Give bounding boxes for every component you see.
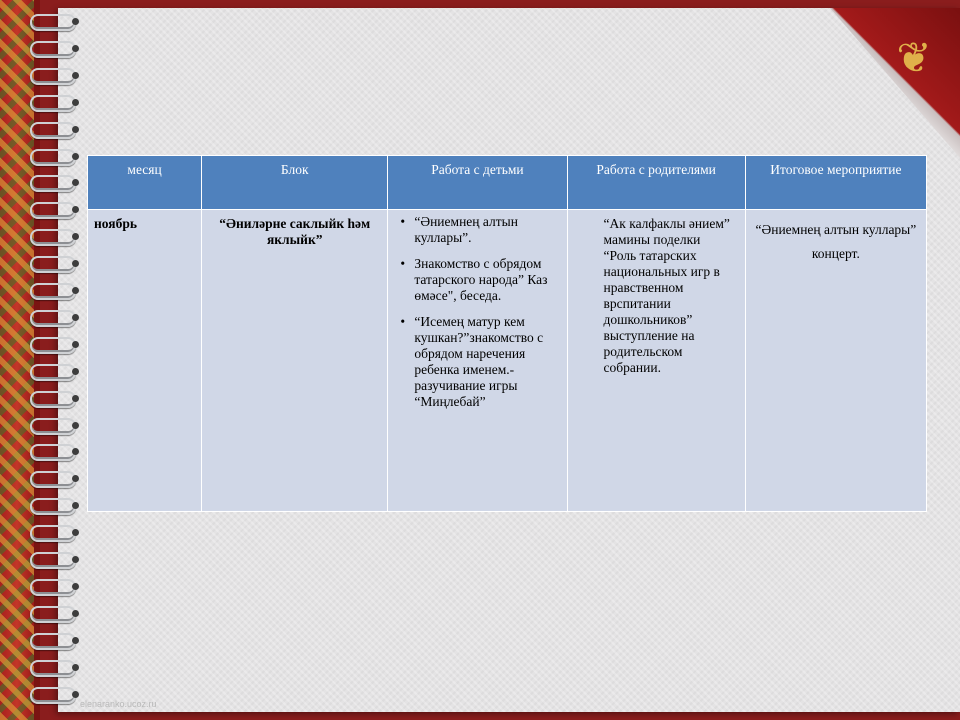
spiral-ring-icon <box>30 256 76 273</box>
table-row <box>88 210 927 512</box>
spiral-ring-icon <box>30 552 76 569</box>
spiral-ring-icon <box>30 606 76 623</box>
plan-table <box>87 155 927 512</box>
spiral-ring-icon <box>30 122 76 139</box>
cell-month <box>88 210 202 512</box>
list-item: • “Әниемнең алтын куллары”. <box>414 214 560 246</box>
parents-item: “Ак калфаклы әнием” мамины поделки <box>603 216 730 247</box>
spiral-ring-icon <box>30 95 76 112</box>
spiral-ring-icon <box>30 471 76 488</box>
spiral-ring-icon <box>30 14 76 31</box>
spiral-ring-icon <box>30 660 76 677</box>
spiral-ring-icon <box>30 229 76 246</box>
spiral-ring-icon <box>30 337 76 354</box>
cell-children-work <box>388 210 567 512</box>
spiral-binding <box>30 14 80 714</box>
cell-parents-work <box>567 210 745 512</box>
footer-credit: elenaranko.ucoz.ru <box>80 699 157 709</box>
spiral-ring-icon <box>30 391 76 408</box>
spiral-ring-icon <box>30 525 76 542</box>
header-month: месяц <box>88 156 202 210</box>
block-value: “Әниләрне саклыйк һәм яклыйк” <box>219 216 371 247</box>
parents-item: “Роль татарских национальных игр в нравственном врспитании дошкольников” выступление на родительском собрании. <box>603 248 720 375</box>
spiral-ring-icon <box>30 283 76 300</box>
header-final-event: Итоговое мероприятие <box>745 156 926 210</box>
spiral-ring-icon <box>30 68 76 85</box>
header-row <box>88 156 927 210</box>
month-value: ноябрь <box>94 216 137 231</box>
spiral-ring-icon <box>30 687 76 704</box>
final-event-value: “Әниемнең алтын куллары” концерт. <box>755 222 917 261</box>
list-item: • “Исемең матур кем кушкан?”знакомство с обрядом наречения ребенка именем.- разучивание игры “Миңлебай” <box>414 314 560 410</box>
spiral-ring-icon <box>30 579 76 596</box>
spiral-ring-icon <box>30 444 76 461</box>
header-block: Блок <box>202 156 388 210</box>
cell-final-event <box>745 210 926 512</box>
spiral-ring-icon <box>30 41 76 58</box>
spiral-ring-icon <box>30 149 76 166</box>
spiral-ring-icon <box>30 310 76 327</box>
spiral-ring-icon <box>30 498 76 515</box>
list-item: • Знакомство с обрядом татарского народа” Каз өмәсе", беседа. <box>414 256 560 304</box>
cell-block <box>202 210 388 512</box>
ornament-icon: ❦ <box>896 36 932 82</box>
header-parents-work: Работа с родителями <box>567 156 745 210</box>
header-children-work: Работа с детьми <box>388 156 567 210</box>
spiral-ring-icon <box>30 633 76 650</box>
spiral-ring-icon <box>30 175 76 192</box>
spiral-ring-icon <box>30 364 76 381</box>
spiral-ring-icon <box>30 202 76 219</box>
ornamental-border <box>0 0 34 720</box>
spiral-ring-icon <box>30 418 76 435</box>
